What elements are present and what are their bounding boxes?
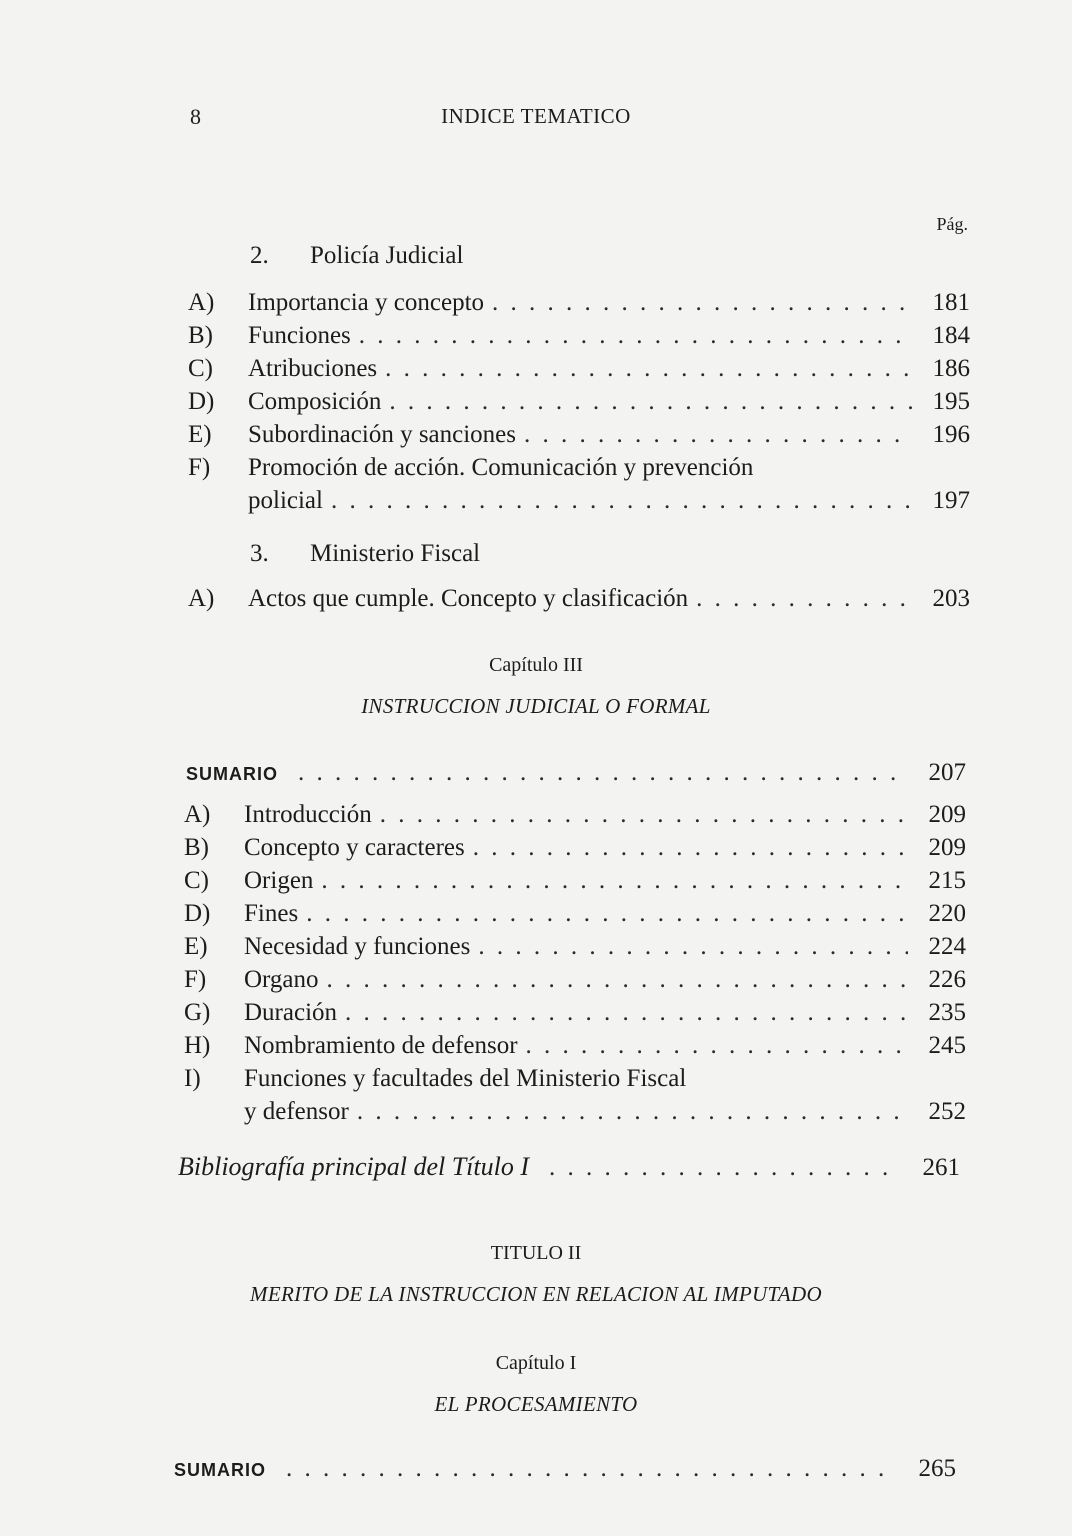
toc-entry-continuation[interactable]: [184, 1097, 966, 1127]
chapter-label: Capítulo I: [495, 1352, 577, 1374]
entry-letter: E): [184, 933, 208, 960]
leader-dots: [306, 899, 908, 929]
section-title: Ministerio Fiscal: [310, 540, 481, 567]
entry-text: Nombramiento de defensor: [244, 1032, 518, 1059]
entry-text: Composición: [248, 388, 382, 415]
chapter-label: Capítulo III: [489, 654, 583, 676]
entry-text: Fines: [244, 900, 299, 927]
entry-text: SUMARIO: [174, 1460, 266, 1480]
leader-dots: [526, 1031, 908, 1061]
entry-text: Duración: [244, 999, 338, 1026]
entry-text: y defensor: [244, 1098, 349, 1125]
toc-entry[interactable]: [188, 420, 970, 450]
leader-dots: [298, 758, 908, 788]
section-number: 2.: [250, 242, 269, 269]
toc-entry[interactable]: [188, 387, 970, 417]
toc-entry[interactable]: [184, 1064, 966, 1094]
entry-page: 265: [918, 1455, 956, 1482]
toc-entry[interactable]: [188, 453, 970, 483]
leader-dots: [321, 866, 908, 896]
entry-text: Origen: [244, 867, 314, 894]
entry-page: 197: [932, 487, 970, 514]
entry-text: SUMARIO: [186, 764, 278, 784]
toc-entry[interactable]: [188, 354, 970, 384]
entry-page: 195: [932, 388, 970, 415]
entry-letter: F): [188, 454, 211, 481]
entry-text: Atribuciones: [248, 355, 378, 382]
leader-dots: [345, 998, 908, 1028]
section-heading: [250, 242, 463, 270]
entry-text: Promoción de acción. Comunicación y prevención: [248, 454, 754, 481]
section-title: Policía Judicial: [310, 242, 464, 269]
page-column-label: Pág.: [936, 214, 968, 234]
entry-text: Organo: [244, 966, 319, 993]
leader-dots: [478, 932, 908, 962]
entry-page: 252: [928, 1098, 966, 1125]
toc-entry[interactable]: [188, 288, 970, 318]
section-heading: [250, 540, 480, 568]
toc-entry[interactable]: [188, 321, 970, 351]
leader-dots: [492, 288, 912, 318]
entry-text: Necesidad y funciones: [244, 933, 471, 960]
sumario-entry[interactable]: [186, 758, 966, 788]
entry-text: Actos que cumple. Concepto y clasificación: [248, 585, 689, 612]
entry-letter: C): [184, 867, 209, 894]
entry-text: Funciones y facultades del Ministerio Fiscal: [244, 1065, 687, 1092]
entry-text: Importancia y concepto: [248, 289, 485, 316]
entry-letter: E): [188, 421, 212, 448]
toc-entry[interactable]: [184, 932, 966, 962]
entry-page: 181: [932, 289, 970, 316]
entry-letter: A): [188, 289, 215, 316]
toc-entry[interactable]: [188, 584, 970, 614]
bibliography-entry[interactable]: [178, 1152, 960, 1182]
entry-text: Concepto y caracteres: [244, 834, 465, 861]
title-label: TITULO II: [490, 1242, 582, 1264]
leader-dots: [473, 833, 908, 863]
entry-page: 220: [928, 900, 966, 927]
toc-entry[interactable]: [184, 965, 966, 995]
entry-page: 209: [928, 801, 966, 828]
entry-letter: B): [188, 322, 213, 349]
entry-page: 184: [932, 322, 970, 349]
title-heading: MERITO DE LA INSTRUCCION EN RELACION AL IMPUTADO: [250, 1282, 822, 1306]
entry-letter: A): [188, 585, 215, 612]
leader-dots: [357, 1097, 908, 1127]
leader-dots: [327, 965, 908, 995]
sumario-entry[interactable]: [174, 1454, 956, 1484]
entry-text: Funciones: [248, 322, 351, 349]
section-number: 3.: [250, 540, 269, 567]
toc-entry[interactable]: [184, 899, 966, 929]
toc-entry[interactable]: [184, 866, 966, 896]
entry-letter: H): [184, 1032, 211, 1059]
entry-letter: B): [184, 834, 209, 861]
entry-letter: F): [184, 966, 207, 993]
entry-letter: C): [188, 355, 213, 382]
entry-page: 209: [928, 834, 966, 861]
entry-page: 215: [928, 867, 966, 894]
entry-page: 207: [928, 759, 966, 786]
toc-entry[interactable]: [184, 800, 966, 830]
entry-page: 226: [928, 966, 966, 993]
leader-dots: [696, 584, 912, 614]
leader-dots: [389, 387, 912, 417]
leader-dots: [331, 486, 912, 516]
leader-dots: [286, 1454, 898, 1484]
page-number: 8: [190, 104, 201, 129]
entry-page: 224: [928, 933, 966, 960]
entry-letter: D): [184, 900, 211, 927]
entry-page: 245: [928, 1032, 966, 1059]
toc-entry[interactable]: [184, 833, 966, 863]
chapter-title: EL PROCESAMIENTO: [434, 1392, 638, 1416]
leader-dots: [359, 321, 912, 351]
chapter-title: INSTRUCCION JUDICIAL O FORMAL: [361, 694, 711, 718]
entry-text: Introducción: [244, 801, 372, 828]
entry-text: Subordinación y sanciones: [248, 421, 517, 448]
toc-entry[interactable]: [184, 1031, 966, 1061]
toc-entry-continuation[interactable]: [188, 486, 970, 516]
entry-page: 203: [932, 585, 970, 612]
entry-letter: G): [184, 999, 211, 1026]
entry-text: Bibliografía principal del Título I: [178, 1152, 529, 1181]
leader-dots: [524, 420, 912, 450]
entry-letter: A): [184, 801, 211, 828]
entry-text: policial: [248, 487, 323, 514]
leader-dots: [380, 800, 908, 830]
entry-page: 261: [922, 1154, 960, 1181]
entry-page: 196: [932, 421, 970, 448]
leader-dots: [385, 354, 912, 384]
entry-page: 186: [932, 355, 970, 382]
toc-entry[interactable]: [184, 998, 966, 1028]
entry-letter: I): [184, 1065, 201, 1092]
entry-letter: D): [188, 388, 215, 415]
running-header: INDICE TEMATICO: [441, 104, 631, 128]
leader-dots: [549, 1153, 902, 1183]
entry-page: 235: [928, 999, 966, 1026]
